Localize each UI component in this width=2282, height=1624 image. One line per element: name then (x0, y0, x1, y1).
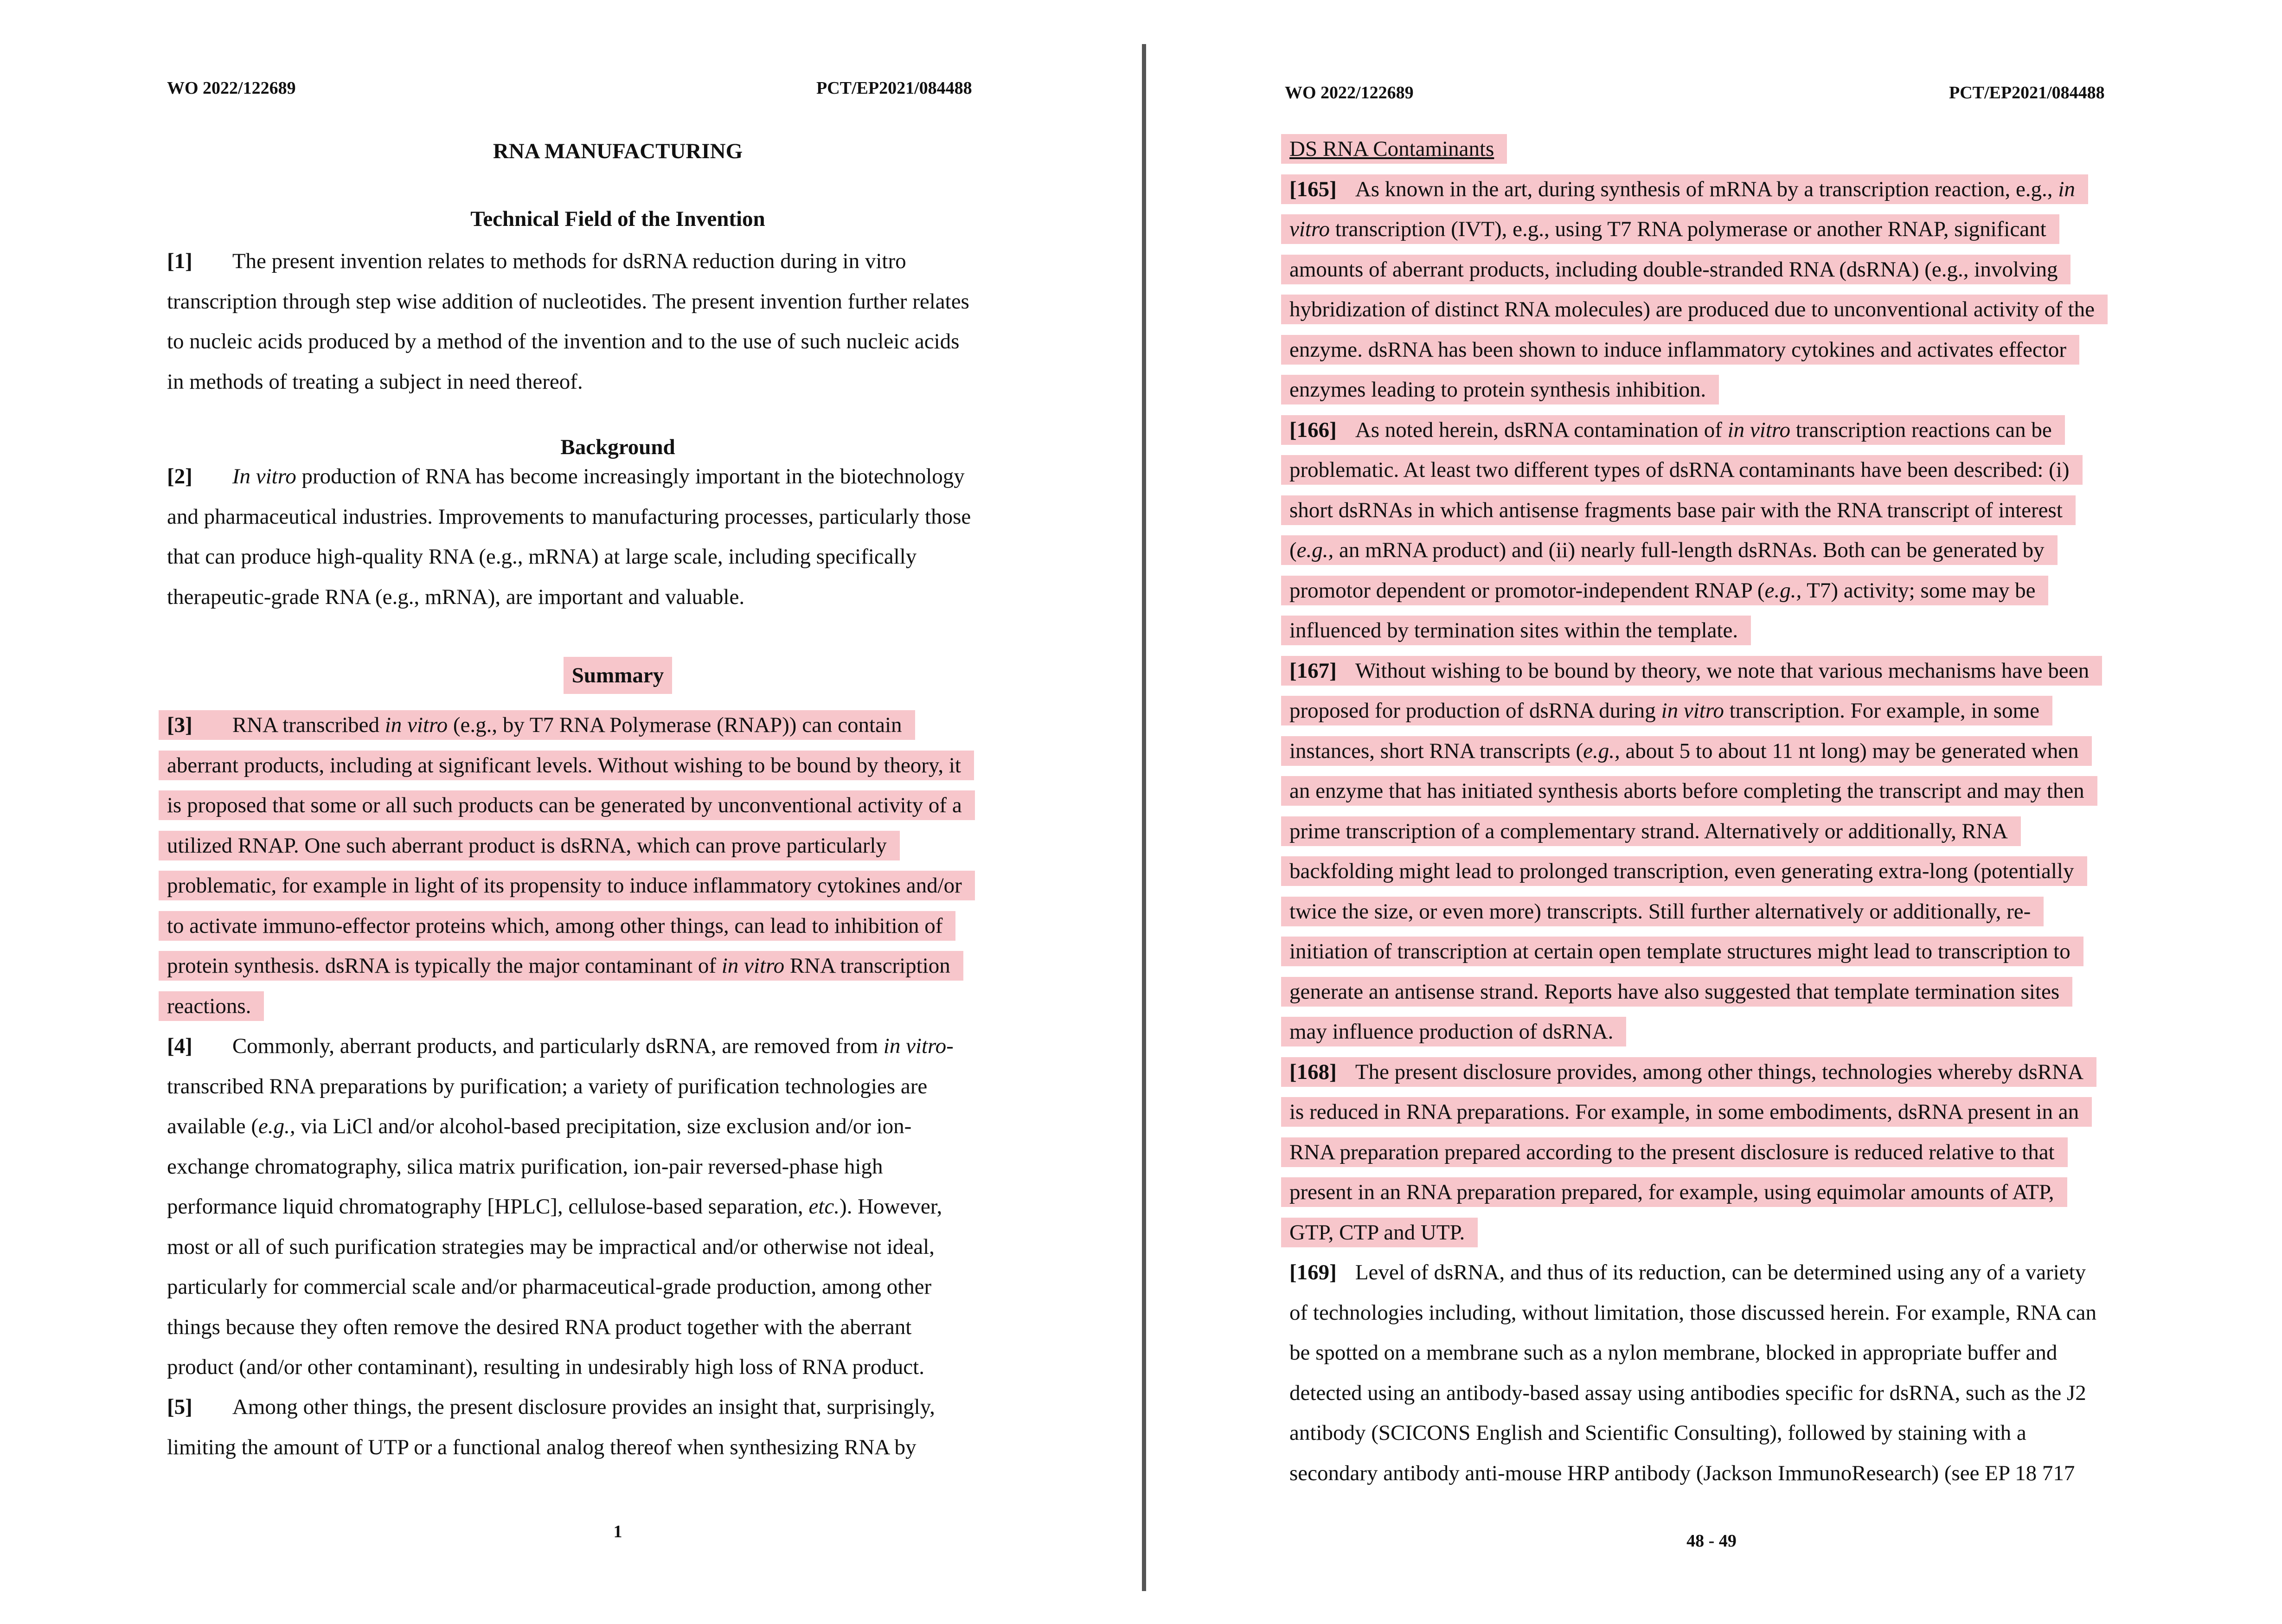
page-number: 1 (613, 1522, 622, 1541)
paragraph-number: [2] (167, 464, 192, 488)
paragraph-166: [166] As noted herein, dsRNA contamination of in vitro transcription reactions can be problematic. At least two different types of dsRNA contaminants have been described: (i) short dsRNAs in which antisense fragments base pair with the RNA transcript of interest (e.g., an mRNA product) and (ii) nearly full-length dsRNAs. Both can be generated by promotor dependent or promotor-independent RNAP (e.g., T7) activity; some may be influenced by termination sites within the template. (1289, 410, 2108, 651)
section-heading: DS RNA Contaminants (1281, 134, 1507, 164)
paragraph-1: [1] The present invention relates to methods for dsRNA reduction during in vitro transcription through step wise addition of nucleotides. The present invention further relates to nucleic acids produced by a method of the invention and to the use of such nucleic acids in methods of treating a subject in need thereof. (167, 249, 969, 394)
document-title: RNA MANUFACTURING (493, 139, 743, 163)
paragraph-167: [167] Without wishing to be bound by theory, we note that various mechanisms have been proposed for production of dsRNA during in vitro transcription. For example, in some instances, short RNA transcripts (e.g., about 5 to about 11 nt long) may be generated when an enzyme that has initiated synthesis aborts before completing the transcript and may then prime transcription of a complementary strand. Alternatively or additionally, RNA backfolding might lead to prolonged transcription, even generating extra-long (potentially twice the size, or even more) transcripts. Still further alternatively or additionally, re- initiation of transcription at certain open template structures might lead to transcription to generate an antisense strand. Reports have also suggested that template termination sites may influence production of dsRNA. (1289, 651, 2108, 1052)
paragraph-5: [5] Among other things, the present disclosure provides an insight that, surprisingly, limiting the amount of UTP or a functional analog thereof when synthesizing RNA by (167, 1395, 935, 1459)
background-heading: Background (560, 435, 675, 459)
paragraph-number: [167] (1289, 658, 1337, 683)
highlighted-block (1289, 129, 2108, 1493)
technical-field-heading: Technical Field of the Invention (470, 207, 765, 231)
paragraph-number: [166] (1289, 417, 1337, 442)
paragraph-number: [4] (167, 1034, 192, 1058)
summary-heading: Summary (167, 657, 1069, 694)
paragraph-number: [5] (167, 1395, 192, 1419)
paragraph-number: [1] (167, 249, 192, 273)
publication-number: WO 2022/122689 (1285, 83, 1414, 103)
page-number: 48 - 49 (1686, 1531, 1737, 1551)
paragraph-number: [3] (167, 713, 192, 737)
paragraph-169: [169] Level of dsRNA, and thus of its reduction, can be determined using any of a variety of technologies including, without limitation, those discussed herein. For example, RNA can be spotted on a membrane such as a nylon membrane, blocked in appropriate buffer and detected using an antibody-based assay using antibodies specific for dsRNA, such as the J2 antibody (SCICONS English and Scientific Consulting), followed by staining with a secondary antibody anti-mouse HRP antibody (Jackson ImmunoResearch) (see EP 18 717 (1289, 1260, 2097, 1485)
paragraph-165: [165] As known in the art, during synthesis of mRNA by a transcription reaction, e.g., in vitro transcription (IVT), e.g., using T7 RNA polymerase or another RNAP, significant amounts of aberrant products, including double-stranded RNA (dsRNA) (e.g., involving hybridization of distinct RNA molecules) are produced due to unconventional activity of the enzyme. dsRNA has been shown to induce inflammatory cytokines and activates effector enzymes leading to protein synthesis inhibition. (1289, 169, 2108, 410)
right-page (1146, 0, 2282, 1624)
paragraph-number: [168] (1289, 1059, 1337, 1084)
application-number: PCT/EP2021/084488 (816, 78, 972, 98)
paragraph-number: [169] (1289, 1260, 1337, 1284)
paragraph-3-highlighted: [3] RNA transcribed in vitro (e.g., by T7 RNA Polymerase (RNAP)) can contain aberrant products, including at significant levels. Without wishing to be bound by theory, it is proposed that some or all such products can be generated by unconventional activity of a utilized RNAP. One such aberrant product is dsRNA, which can prove particularly problematic, for example in light of its propensity to induce inflammatory cytokines and/or to activate immuno-effector proteins which, among other things, can lead to inhibition of protein synthesis. dsRNA is typically the major contaminant of in vitro RNA transcription reactions. (167, 705, 975, 1026)
paragraph-2: [2] In vitro production of RNA has become increasingly important in the biotechnology and pharmaceutical industries. Improvements to manufacturing processes, particularly those that can produce high-quality RNA (e.g., mRNA) at large scale, including specifically therapeutic-grade RNA (e.g., mRNA), are important and valuable. (167, 464, 971, 609)
application-number: PCT/EP2021/084488 (1949, 83, 2105, 103)
publication-number: WO 2022/122689 (167, 78, 296, 98)
paragraph-4: [4] Commonly, aberrant products, and particularly dsRNA, are removed from in vitro- transcribed RNA preparations by purification; a variety of purification technologies are available (e.g., via LiCl and/or alcohol-based precipitation, size exclusion and/or ion- exchange chromatography, silica matrix purification, ion-pair reversed-phase high performance liquid chromatography [HPLC], cellulose-based separation, etc.). However, most or all of such purification strategies may be impractical and/or otherwise not ideal, particularly for commercial scale and/or pharmaceutical-grade production, among other things because they often remove the desired RNA product together with the aberrant product (and/or other contaminant), resulting in undesirably high loss of RNA product. (167, 1034, 954, 1379)
paragraph-number: [165] (1289, 177, 1337, 201)
paragraph-168: [168] The present disclosure provides, among other things, technologies whereby dsRNA is reduced in RNA preparations. For example, in some embodiments, dsRNA present in an RNA preparation prepared according to the present disclosure is reduced relative to that present in an RNA preparation prepared, for example, using equimolar amounts of ATP, GTP, CTP and UTP. (1289, 1052, 2108, 1253)
